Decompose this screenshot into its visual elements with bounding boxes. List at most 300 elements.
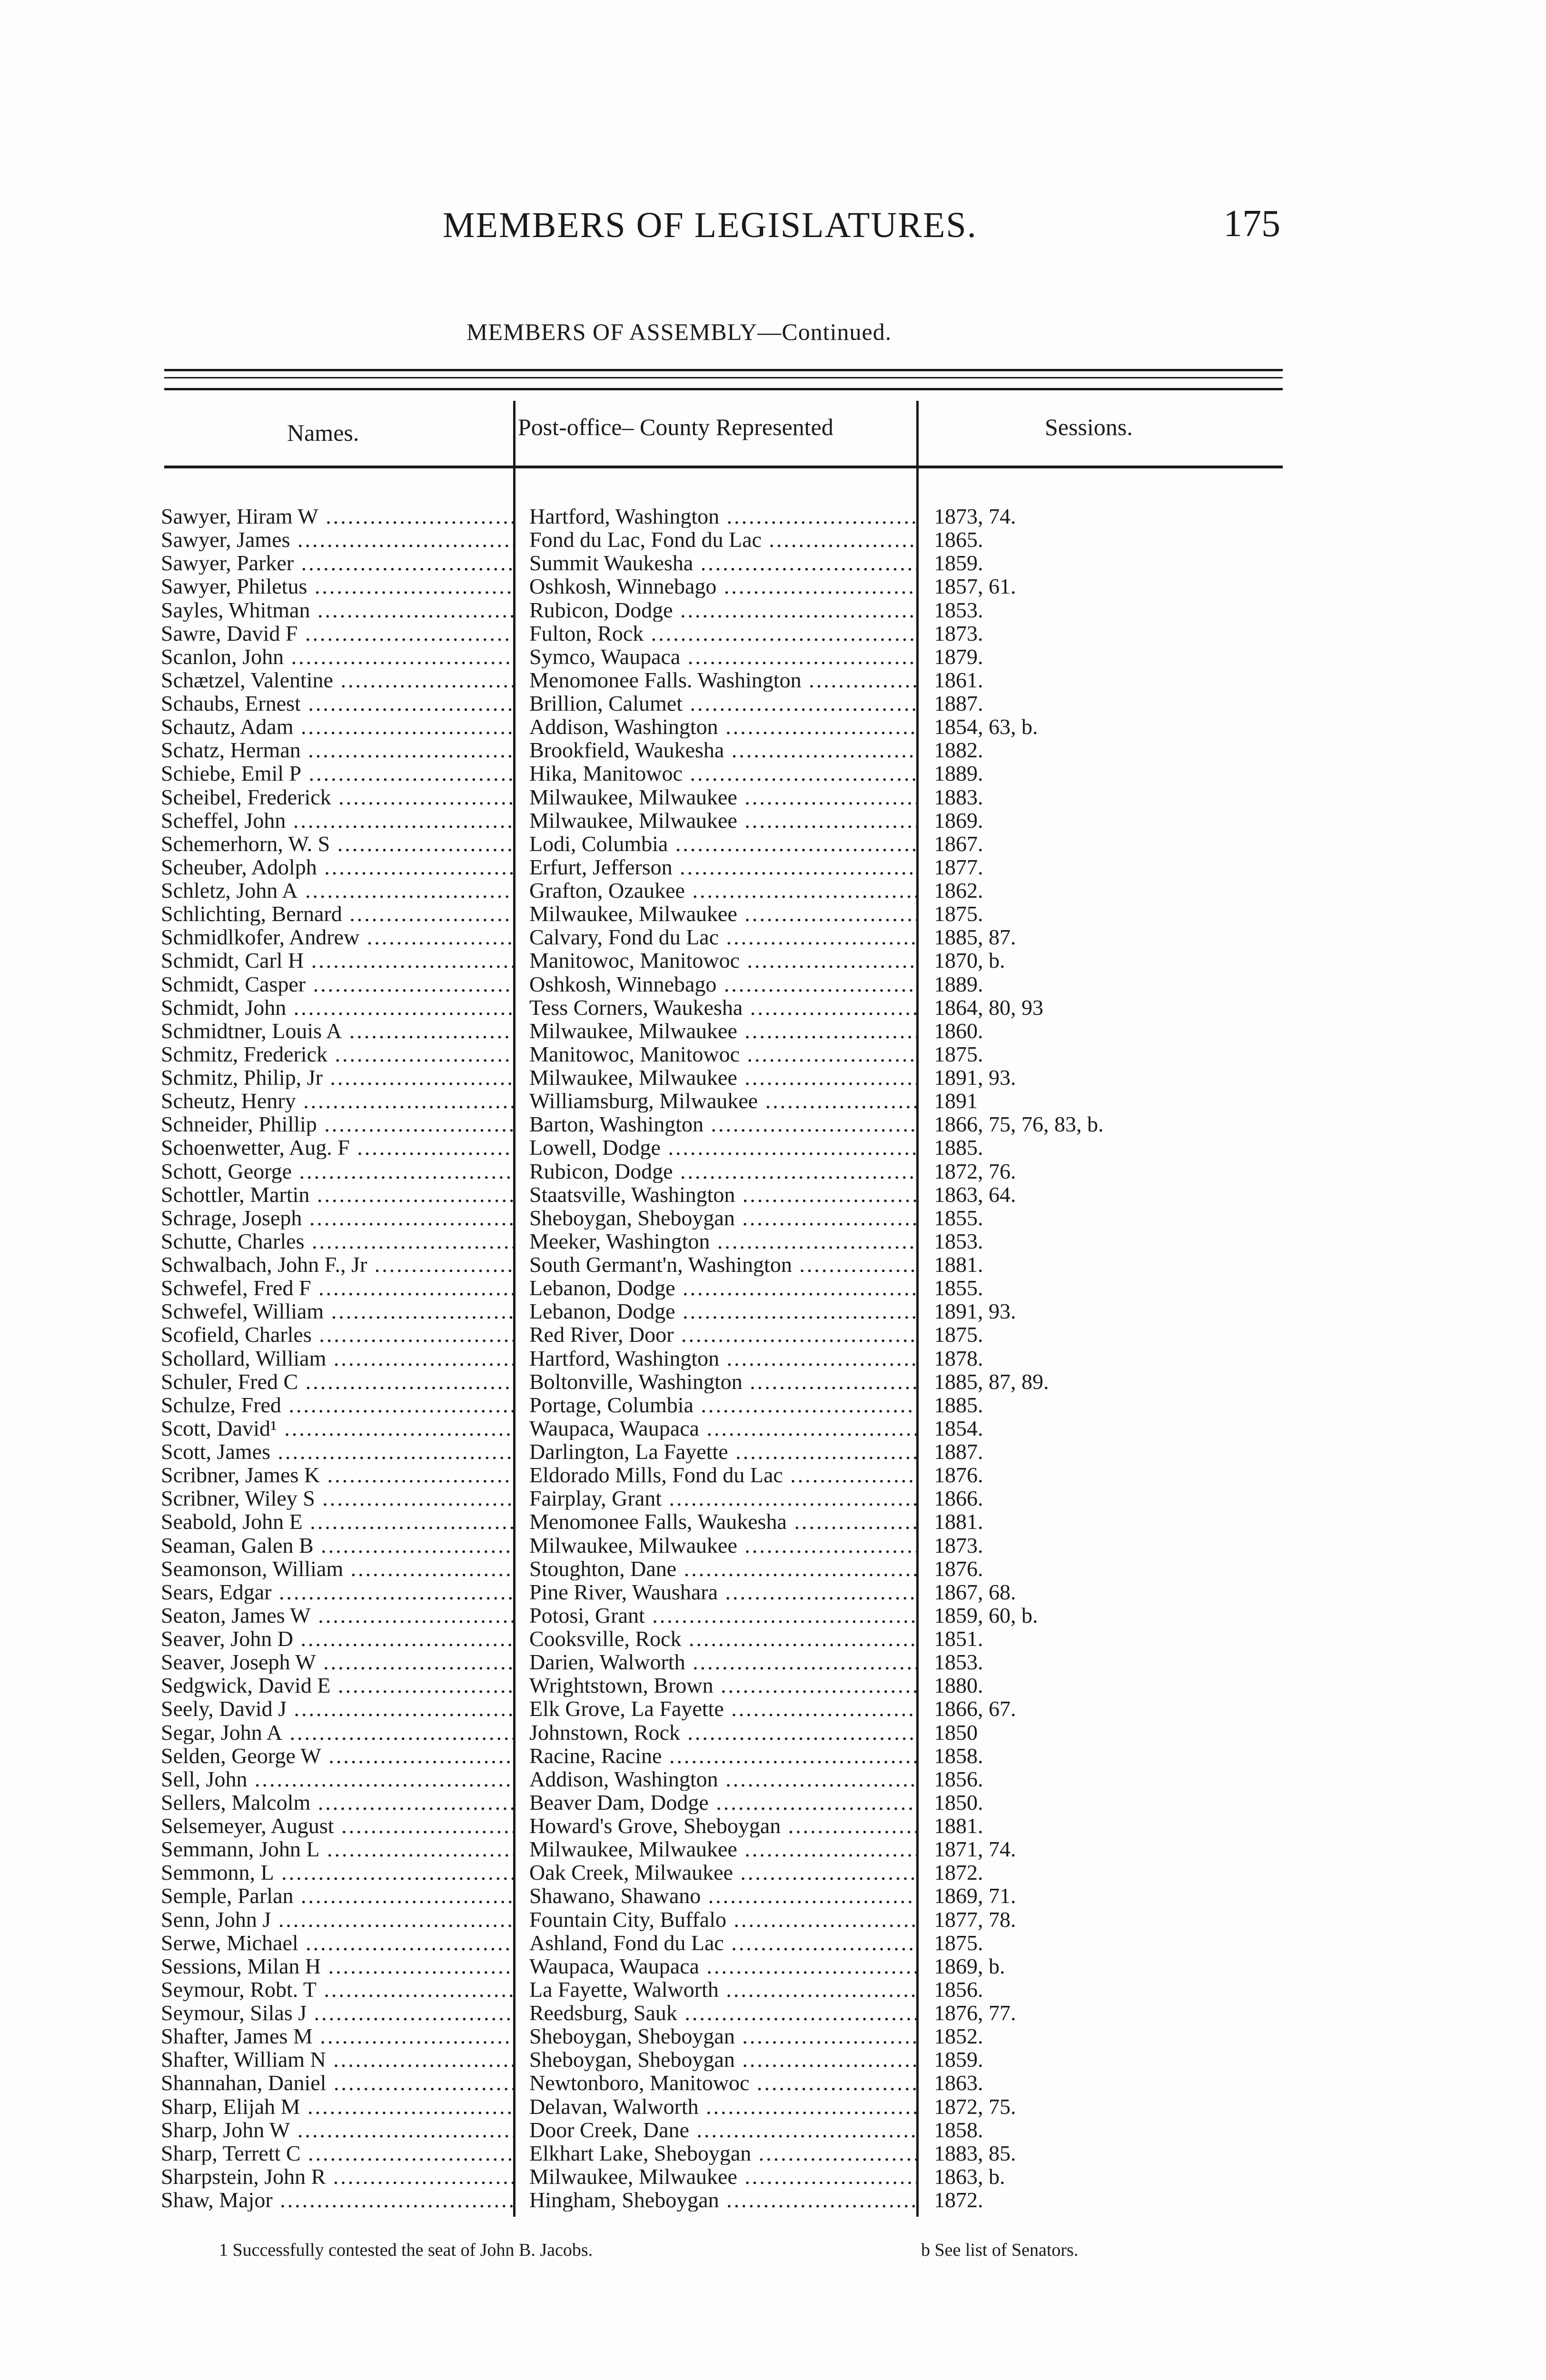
member-name: Schmidt, Casper ..... bbox=[161, 972, 513, 996]
sessions: 1885, 87. bbox=[934, 925, 1016, 950]
sessions: 1873. bbox=[934, 621, 983, 645]
member-name: Scott, David¹ ..... bbox=[161, 1417, 513, 1440]
post-office-county: Elk Grove, La Fayette ..... bbox=[529, 1697, 916, 1720]
sessions: 1861. bbox=[934, 667, 983, 692]
post-office-county: Johnstown, Rock ..... bbox=[529, 1721, 916, 1744]
member-name: Selsemeyer, August ..... bbox=[161, 1814, 513, 1837]
sessions: 1864, 80, 93 bbox=[934, 995, 1043, 1020]
table-row bbox=[0, 1908, 1546, 1931]
post-office-county: Wrightstown, Brown ..... bbox=[529, 1674, 916, 1697]
post-office-county: Fulton, Rock ..... bbox=[529, 622, 916, 645]
table-row bbox=[0, 1954, 1546, 1978]
sessions: 1875. bbox=[934, 1041, 983, 1066]
post-office-county: Hingham, Sheboygan ..... bbox=[529, 2188, 916, 2211]
member-name: Schrage, Joseph ..... bbox=[161, 1206, 513, 1230]
post-office-county: Potosi, Grant ..... bbox=[529, 1604, 916, 1627]
post-office-county: Milwaukee, Milwaukee ..... bbox=[529, 1066, 916, 1089]
post-office-county: Menomonee Falls, Waukesha ..... bbox=[529, 1510, 916, 1533]
member-name: Shaw, Major ..... bbox=[161, 2188, 513, 2211]
member-name: Scheffel, John ..... bbox=[161, 809, 513, 832]
post-office-county: Fountain City, Buffalo ..... bbox=[529, 1908, 916, 1931]
sessions: 1891, 93. bbox=[934, 1065, 1016, 1090]
table-row bbox=[0, 598, 1546, 622]
sessions: 1855. bbox=[934, 1276, 983, 1300]
table-row bbox=[0, 1112, 1546, 1136]
table-row bbox=[0, 1230, 1546, 1253]
table-row bbox=[0, 1440, 1546, 1463]
post-office-county: Grafton, Ozaukee ..... bbox=[529, 879, 916, 902]
member-name: Schneider, Phillip ..... bbox=[161, 1112, 513, 1136]
table-row bbox=[0, 622, 1546, 645]
footnote-senators: b See list of Senators. bbox=[921, 2240, 1079, 2260]
sessions: 1875. bbox=[934, 1322, 983, 1347]
post-office-county: Milwaukee, Milwaukee ..... bbox=[529, 1837, 916, 1861]
post-office-county: Milwaukee, Milwaukee ..... bbox=[529, 902, 916, 925]
member-name: Scheutz, Henry ..... bbox=[161, 1089, 513, 1112]
post-office-county: Howard's Grove, Sheboygan ..... bbox=[529, 1814, 916, 1837]
table-row bbox=[0, 2071, 1546, 2094]
table-title: MEMBERS OF ASSEMBLY—Continued. bbox=[466, 318, 892, 345]
table-row bbox=[0, 1299, 1546, 1323]
sessions: 1869. bbox=[934, 808, 983, 833]
table-row bbox=[0, 855, 1546, 879]
table-row bbox=[0, 528, 1546, 551]
sessions: 1876. bbox=[934, 1463, 983, 1488]
sessions: 1875. bbox=[934, 902, 983, 926]
post-office-county: La Fayette, Walworth ..... bbox=[529, 1978, 916, 2001]
post-office-county: Calvary, Fond du Lac ..... bbox=[529, 925, 916, 949]
sessions: 1869, 71. bbox=[934, 1884, 1016, 1908]
table-row bbox=[0, 715, 1546, 738]
table-row bbox=[0, 1347, 1546, 1370]
table-row bbox=[0, 668, 1546, 692]
sessions: 1852. bbox=[934, 2024, 983, 2049]
member-name: Sharp, Elijah M ..... bbox=[161, 2095, 513, 2118]
member-name: Sedgwick, David E ..... bbox=[161, 1674, 513, 1697]
member-name: Scanlon, John ..... bbox=[161, 645, 513, 668]
sessions: 1867, 68. bbox=[934, 1579, 1016, 1604]
member-name: Schiebe, Emil P ..... bbox=[161, 762, 513, 785]
sessions: 1880. bbox=[934, 1673, 983, 1698]
sessions: 1872. bbox=[934, 1860, 983, 1885]
table-row bbox=[0, 1931, 1546, 1954]
top-rule-thin bbox=[164, 377, 1283, 378]
post-office-county: Menomonee Falls. Washington ..... bbox=[529, 668, 916, 692]
post-office-county: Addison, Washington ..... bbox=[529, 715, 916, 738]
member-name: Schott, George ..... bbox=[161, 1160, 513, 1183]
member-name: Sayles, Whitman ..... bbox=[161, 598, 513, 622]
member-name: Shafter, William N ..... bbox=[161, 2048, 513, 2071]
sessions: 1869, b. bbox=[934, 1954, 1005, 1978]
table-row bbox=[0, 879, 1546, 902]
member-name: Schwefel, William ..... bbox=[161, 1299, 513, 1323]
sessions: 1883. bbox=[934, 784, 983, 809]
member-name: Sharp, Terrett C ..... bbox=[161, 2142, 513, 2165]
post-office-county: Williamsburg, Milwaukee ..... bbox=[529, 1089, 916, 1112]
post-office-county: Ashland, Fond du Lac ..... bbox=[529, 1931, 916, 1954]
sessions: 1866, 67. bbox=[934, 1696, 1016, 1721]
member-name: Schulze, Fred ..... bbox=[161, 1393, 513, 1417]
post-office-county: Pine River, Waushara ..... bbox=[529, 1580, 916, 1604]
sessions: 1867. bbox=[934, 831, 983, 856]
sessions: 1863. bbox=[934, 2071, 983, 2095]
table-row bbox=[0, 505, 1546, 528]
table-row bbox=[0, 2095, 1546, 2118]
table-row bbox=[0, 1650, 1546, 1674]
post-office-county: Shawano, Shawano ..... bbox=[529, 1884, 916, 1907]
table-row bbox=[0, 1276, 1546, 1299]
member-name: Seabold, John E ..... bbox=[161, 1510, 513, 1533]
table-row bbox=[0, 1884, 1546, 1907]
member-name: Schautz, Adam ..... bbox=[161, 715, 513, 738]
post-office-county: Manitowoc, Manitowoc ..... bbox=[529, 1042, 916, 1066]
table-row bbox=[0, 1136, 1546, 1159]
member-name: Semple, Parlan ..... bbox=[161, 1884, 513, 1907]
sessions: 1853. bbox=[934, 597, 983, 622]
table-row bbox=[0, 1089, 1546, 1112]
sessions: 1875. bbox=[934, 1930, 983, 1955]
table-row bbox=[0, 1323, 1546, 1346]
post-office-county: Brillion, Calumet ..... bbox=[529, 692, 916, 715]
post-office-county: Delavan, Walworth ..... bbox=[529, 2095, 916, 2118]
sessions: 1881. bbox=[934, 1814, 983, 1838]
table-row bbox=[0, 1393, 1546, 1417]
post-office-county: Beaver Dam, Dodge ..... bbox=[529, 1791, 916, 1814]
member-name: Seaver, Joseph W ..... bbox=[161, 1650, 513, 1674]
sessions: 1876. bbox=[934, 1556, 983, 1581]
table-row bbox=[0, 1510, 1546, 1533]
table-row bbox=[0, 762, 1546, 785]
post-office-county: Milwaukee, Milwaukee ..... bbox=[529, 785, 916, 809]
member-name: Sessions, Milan H ..... bbox=[161, 1954, 513, 1978]
member-name: Schmidlkofer, Andrew ..... bbox=[161, 925, 513, 949]
member-name: Sawyer, Parker ..... bbox=[161, 551, 513, 575]
sessions: 1882. bbox=[934, 738, 983, 763]
table-row bbox=[0, 1253, 1546, 1276]
member-name: Schuler, Fred C ..... bbox=[161, 1370, 513, 1393]
table-row bbox=[0, 692, 1546, 715]
post-office-county: Red River, Door ..... bbox=[529, 1323, 916, 1346]
table-row bbox=[0, 1674, 1546, 1697]
post-office-county: Manitowoc, Manitowoc ..... bbox=[529, 949, 916, 972]
member-name: Semmann, John L ..... bbox=[161, 1837, 513, 1861]
member-name: Schemerhorn, W. S ..... bbox=[161, 832, 513, 855]
sessions: 1887. bbox=[934, 1439, 983, 1464]
member-name: Seaman, Galen B ..... bbox=[161, 1534, 513, 1557]
sessions: 1876, 77. bbox=[934, 2001, 1016, 2025]
table-row bbox=[0, 1861, 1546, 1884]
sessions: 1885, 87, 89. bbox=[934, 1369, 1049, 1394]
post-office-county: Rubicon, Dodge ..... bbox=[529, 598, 916, 622]
sessions: 1856. bbox=[934, 1977, 983, 2002]
post-office-county: Waupaca, Waupaca ..... bbox=[529, 1954, 916, 1978]
post-office-county: Lebanon, Dodge ..... bbox=[529, 1299, 916, 1323]
table-row bbox=[0, 1744, 1546, 1767]
sessions: 1872. bbox=[934, 2188, 983, 2212]
post-office-county: Tess Corners, Waukesha ..... bbox=[529, 996, 916, 1019]
top-rule bbox=[164, 369, 1283, 371]
post-office-county: Erfurt, Jefferson ..... bbox=[529, 855, 916, 879]
sessions: 1850. bbox=[934, 1790, 983, 1815]
member-name: Scribner, James K ..... bbox=[161, 1463, 513, 1487]
member-name: Sears, Edgar ..... bbox=[161, 1580, 513, 1604]
post-office-county: Racine, Racine ..... bbox=[529, 1744, 916, 1767]
post-office-county: Elkhart Lake, Sheboygan ..... bbox=[529, 2142, 916, 2165]
members-table bbox=[0, 505, 1546, 2211]
column-header-sessions: Sessions. bbox=[1045, 414, 1133, 440]
table-row bbox=[0, 1042, 1546, 1066]
table-row bbox=[0, 1837, 1546, 1861]
post-office-county: Oak Creek, Milwaukee ..... bbox=[529, 1861, 916, 1884]
sessions: 1889. bbox=[934, 761, 983, 786]
post-office-county: Oshkosh, Winnebago ..... bbox=[529, 972, 916, 996]
table-row bbox=[0, 1767, 1546, 1791]
table-row bbox=[0, 1814, 1546, 1837]
post-office-county: Waupaca, Waupaca ..... bbox=[529, 1417, 916, 1440]
member-name: Seaton, James W ..... bbox=[161, 1604, 513, 1627]
sessions: 1853. bbox=[934, 1229, 983, 1253]
post-office-county: Newtonboro, Manitowoc ..... bbox=[529, 2071, 916, 2094]
sessions: 1863, b. bbox=[934, 2164, 1005, 2189]
post-office-county: Lebanon, Dodge ..... bbox=[529, 1276, 916, 1299]
sessions: 1885. bbox=[934, 1135, 983, 1160]
post-office-county: Milwaukee, Milwaukee ..... bbox=[529, 1019, 916, 1042]
post-office-county: Eldorado Mills, Fond du Lac ..... bbox=[529, 1463, 916, 1487]
sessions: 1850 bbox=[934, 1720, 978, 1745]
table-row bbox=[0, 1978, 1546, 2001]
member-name: Schoenwetter, Aug. F ..... bbox=[161, 1136, 513, 1159]
sessions: 1865. bbox=[934, 527, 983, 552]
member-name: Schmidt, Carl H ..... bbox=[161, 949, 513, 972]
table-row bbox=[0, 996, 1546, 1019]
member-name: Sellers, Malcolm ..... bbox=[161, 1791, 513, 1814]
member-name: Serwe, Michael ..... bbox=[161, 1931, 513, 1954]
table-row bbox=[0, 925, 1546, 949]
post-office-county: Lowell, Dodge ..... bbox=[529, 1136, 916, 1159]
sessions: 1854. bbox=[934, 1416, 983, 1440]
member-name: Schwalbach, John F., Jr ..... bbox=[161, 1253, 513, 1276]
table-row bbox=[0, 2048, 1546, 2071]
sessions: 1881. bbox=[934, 1252, 983, 1277]
post-office-county: Sheboygan, Sheboygan ..... bbox=[529, 1206, 916, 1230]
table-row bbox=[0, 1604, 1546, 1627]
sessions: 1887. bbox=[934, 691, 983, 715]
column-header-post-office: Post-office– County Represented bbox=[518, 414, 833, 440]
sessions: 1856. bbox=[934, 1766, 983, 1791]
sessions: 1858. bbox=[934, 2117, 983, 2142]
member-name: Shafter, James M ..... bbox=[161, 2024, 513, 2048]
table-row bbox=[0, 2188, 1546, 2211]
table-row bbox=[0, 2024, 1546, 2048]
post-office-county: Sheboygan, Sheboygan ..... bbox=[529, 2024, 916, 2048]
member-name: Scofield, Charles ..... bbox=[161, 1323, 513, 1346]
sessions: 1891, 93. bbox=[934, 1299, 1016, 1324]
member-name: Sharp, John W ..... bbox=[161, 2118, 513, 2142]
table-row bbox=[0, 1463, 1546, 1487]
table-row bbox=[0, 575, 1546, 598]
member-name: Senn, John J ..... bbox=[161, 1908, 513, 1931]
member-name: Schutte, Charles ..... bbox=[161, 1230, 513, 1253]
post-office-county: Darlington, La Fayette ..... bbox=[529, 1440, 916, 1463]
table-row bbox=[0, 2118, 1546, 2142]
member-name: Scheibel, Frederick ..... bbox=[161, 785, 513, 809]
post-office-county: Portage, Columbia ..... bbox=[529, 1393, 916, 1417]
sessions: 1859. bbox=[934, 551, 983, 575]
sessions: 1885. bbox=[934, 1392, 983, 1417]
post-office-county: Stoughton, Dane ..... bbox=[529, 1557, 916, 1580]
sessions: 1858. bbox=[934, 1743, 983, 1768]
sessions: 1854, 63, b. bbox=[934, 714, 1038, 739]
table-row bbox=[0, 1183, 1546, 1206]
table-row bbox=[0, 1557, 1546, 1580]
post-office-county: Darien, Walworth ..... bbox=[529, 1650, 916, 1674]
member-name: Schmitz, Philip, Jr ..... bbox=[161, 1066, 513, 1089]
table-row bbox=[0, 1791, 1546, 1814]
member-name: Schatz, Herman ..... bbox=[161, 738, 513, 762]
member-name: Sawyer, James ..... bbox=[161, 528, 513, 551]
post-office-county: Sheboygan, Sheboygan ..... bbox=[529, 2048, 916, 2071]
member-name: Seymour, Robt. T ..... bbox=[161, 1978, 513, 2001]
table-row bbox=[0, 2165, 1546, 2188]
member-name: Schmitz, Frederick ..... bbox=[161, 1042, 513, 1066]
post-office-county: Door Creek, Dane ..... bbox=[529, 2118, 916, 2142]
page-number: 175 bbox=[1223, 203, 1280, 245]
member-name: Schætzel, Valentine ..... bbox=[161, 668, 513, 692]
member-name: Schletz, John A ..... bbox=[161, 879, 513, 902]
sessions: 1873, 74. bbox=[934, 504, 1016, 528]
sessions: 1855. bbox=[934, 1205, 983, 1230]
table-row bbox=[0, 1417, 1546, 1440]
sessions: 1883, 85. bbox=[934, 2141, 1016, 2165]
sessions: 1851. bbox=[934, 1626, 983, 1651]
table-row bbox=[0, 1721, 1546, 1744]
member-name: Schwefel, Fred F ..... bbox=[161, 1276, 513, 1299]
member-name: Selden, George W ..... bbox=[161, 1744, 513, 1767]
sessions: 1860. bbox=[934, 1018, 983, 1043]
table-row bbox=[0, 902, 1546, 925]
member-name: Shannahan, Daniel ..... bbox=[161, 2071, 513, 2094]
post-office-county: Lodi, Columbia ..... bbox=[529, 832, 916, 855]
post-office-county: Hartford, Washington ..... bbox=[529, 505, 916, 528]
sessions: 1866, 75, 76, 83, b. bbox=[934, 1112, 1104, 1137]
sessions: 1891 bbox=[934, 1089, 978, 1113]
sessions: 1870, b. bbox=[934, 948, 1005, 973]
table-row bbox=[0, 1627, 1546, 1650]
member-name: Sell, John ..... bbox=[161, 1767, 513, 1791]
table-row bbox=[0, 809, 1546, 832]
post-office-county: Brookfield, Waukesha ..... bbox=[529, 738, 916, 762]
post-office-county: Fairplay, Grant ..... bbox=[529, 1487, 916, 1510]
member-name: Seamonson, William ..... bbox=[161, 1557, 513, 1580]
post-office-county: Milwaukee, Milwaukee ..... bbox=[529, 1534, 916, 1557]
sessions: 1862. bbox=[934, 878, 983, 902]
sessions: 1859. bbox=[934, 2047, 983, 2072]
post-office-county: Symco, Waupaca ..... bbox=[529, 645, 916, 668]
table-row bbox=[0, 972, 1546, 996]
post-office-county: Milwaukee, Milwaukee ..... bbox=[529, 2165, 916, 2188]
post-office-county: Hika, Manitowoc ..... bbox=[529, 762, 916, 785]
table-row bbox=[0, 1487, 1546, 1510]
post-office-county: Boltonville, Washington ..... bbox=[529, 1370, 916, 1393]
top-rule-lower bbox=[164, 388, 1283, 390]
table-row bbox=[0, 1370, 1546, 1393]
member-name: Schmidtner, Louis A ..... bbox=[161, 1019, 513, 1042]
table-row bbox=[0, 1206, 1546, 1230]
post-office-county: Staatsville, Washington ..... bbox=[529, 1183, 916, 1206]
sessions: 1871, 74. bbox=[934, 1837, 1016, 1862]
sessions: 1857, 61. bbox=[934, 574, 1016, 599]
member-name: Scott, James ..... bbox=[161, 1440, 513, 1463]
member-name: Schottler, Martin ..... bbox=[161, 1183, 513, 1206]
table-row bbox=[0, 1534, 1546, 1557]
member-name: Seaver, John D ..... bbox=[161, 1627, 513, 1650]
table-row bbox=[0, 949, 1546, 972]
member-name: Schmidt, John ..... bbox=[161, 996, 513, 1019]
member-name: Schollard, William ..... bbox=[161, 1347, 513, 1370]
post-office-county: Oshkosh, Winnebago ..... bbox=[529, 575, 916, 598]
post-office-county: South Germant'n, Washington ..... bbox=[529, 1253, 916, 1276]
table-row bbox=[0, 2142, 1546, 2165]
post-office-county: Fond du Lac, Fond du Lac ..... bbox=[529, 528, 916, 551]
sessions: 1877, 78. bbox=[934, 1907, 1016, 1932]
sessions: 1863, 64. bbox=[934, 1182, 1016, 1207]
table-row bbox=[0, 1066, 1546, 1089]
table-row bbox=[0, 1580, 1546, 1604]
sessions: 1879. bbox=[934, 644, 983, 669]
member-name: Seymour, Silas J ..... bbox=[161, 2001, 513, 2024]
sessions: 1889. bbox=[934, 972, 983, 996]
footnote-contested: 1 Successfully contested the seat of John B. Jacobs. bbox=[219, 2240, 593, 2260]
table-row bbox=[0, 832, 1546, 855]
post-office-county: Hartford, Washington ..... bbox=[529, 1347, 916, 1370]
column-header-names: Names. bbox=[287, 419, 359, 446]
member-name: Sawre, David F ..... bbox=[161, 622, 513, 645]
sessions: 1881. bbox=[934, 1509, 983, 1534]
sessions: 1878. bbox=[934, 1346, 983, 1370]
sessions: 1877. bbox=[934, 854, 983, 879]
post-office-county: Barton, Washington ..... bbox=[529, 1112, 916, 1136]
sessions: 1872, 76. bbox=[934, 1159, 1016, 1183]
header-rule bbox=[164, 466, 1283, 468]
running-head: MEMBERS OF LEGISLATURES. bbox=[443, 205, 977, 245]
post-office-county: Reedsburg, Sauk ..... bbox=[529, 2001, 916, 2024]
sessions: 1873. bbox=[934, 1533, 983, 1557]
table-row bbox=[0, 645, 1546, 668]
post-office-county: Cooksville, Rock ..... bbox=[529, 1627, 916, 1650]
member-name: Scheuber, Adolph ..... bbox=[161, 855, 513, 879]
post-office-county: Addison, Washington ..... bbox=[529, 1767, 916, 1791]
member-name: Schaubs, Ernest ..... bbox=[161, 692, 513, 715]
table-row bbox=[0, 2001, 1546, 2024]
member-name: Sawyer, Philetus ..... bbox=[161, 575, 513, 598]
sessions: 1859, 60, b. bbox=[934, 1603, 1038, 1627]
member-name: Segar, John A ..... bbox=[161, 1721, 513, 1744]
member-name: Semmonn, L ..... bbox=[161, 1861, 513, 1884]
member-name: Sawyer, Hiram W ..... bbox=[161, 505, 513, 528]
member-name: Scribner, Wiley S ..... bbox=[161, 1487, 513, 1510]
table-row bbox=[0, 785, 1546, 809]
member-name: Seely, David J ..... bbox=[161, 1697, 513, 1720]
table-row bbox=[0, 551, 1546, 575]
post-office-county: Meeker, Washington ..... bbox=[529, 1230, 916, 1253]
post-office-county: Milwaukee, Milwaukee ..... bbox=[529, 809, 916, 832]
post-office-county: Summit Waukesha ..... bbox=[529, 551, 916, 575]
member-name: Schlichting, Bernard ..... bbox=[161, 902, 513, 925]
table-row bbox=[0, 738, 1546, 762]
member-name: Sharpstein, John R ..... bbox=[161, 2165, 513, 2188]
table-row bbox=[0, 1019, 1546, 1042]
sessions: 1853. bbox=[934, 1650, 983, 1675]
